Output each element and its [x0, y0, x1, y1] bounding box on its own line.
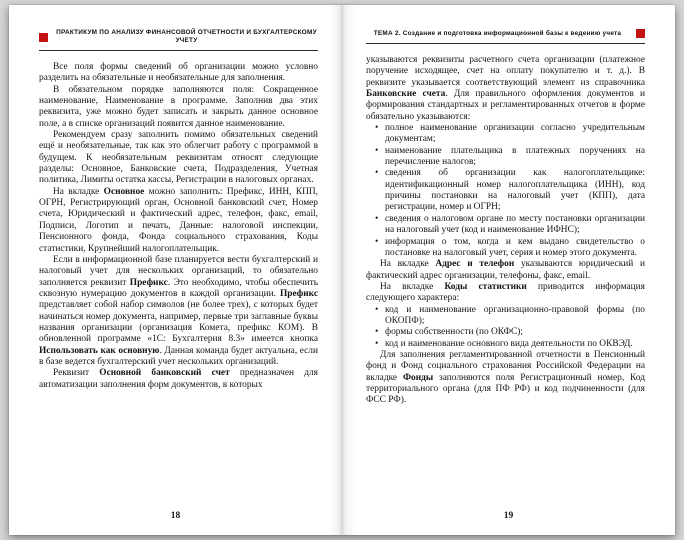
- text-segment: На вкладке: [53, 186, 104, 197]
- text-segment: сведения о налоговом органе по месту постановки организации на налоговый учет (код и наименование ИФНС);: [385, 213, 645, 236]
- bold-term: Использовать как основную: [39, 345, 160, 356]
- bullet-icon: •: [375, 145, 379, 156]
- text-segment: Если в информационной базе планируется вести бухгалтерский и налоговый учет для нескольких организаций, то обязательно заполняется реквизит: [39, 254, 318, 288]
- text-segment: заполняются поля Регистрационный номер, Код территориального органа (для ПФ РФ) и код подчиненности (для ФСС РФ).: [366, 372, 646, 406]
- text-segment: Все поля формы сведений об организации можно условно разделить на обязательные и необязательные для заполнения.: [39, 62, 318, 84]
- running-head-left: ПРАКТИКУМ ПО АНАЛИЗУ ФИНАНСОВОЙ ОТЧЕТНОСТИ И БУХГАЛТЕРСКОМУ УЧЕТУ: [56, 29, 317, 44]
- text-segment: На вкладке: [380, 281, 445, 292]
- paragraph: [39, 255, 318, 368]
- text-segment: сведения об организации как налогоплательщике: идентификационный номер налогоплательщика (ИНН), код причины постановки на налоговый учет (КПП), дата регистрации, номер и ОГРН;: [385, 168, 645, 213]
- text-segment: Реквизит: [53, 368, 100, 379]
- paragraph: [39, 187, 318, 255]
- right-page: [342, 5, 675, 535]
- bullet-item: [366, 214, 645, 237]
- bold-term: Коды статистики: [444, 281, 527, 292]
- paragraph: [39, 62, 318, 85]
- paragraph: [366, 350, 645, 407]
- bold-term: Адрес и телефон: [435, 259, 515, 270]
- bold-term: Основное: [103, 186, 145, 197]
- bullet-item: [366, 237, 645, 260]
- text-segment: В обязательном порядке заполняются поля: Сокращенное наименование, Наименование в программе. Заполнив два этих реквизита, уже можно будет записать и закрыть данное основное поле, а в списке организаций появится данное наименование.: [39, 84, 318, 129]
- text-segment: информация о том, когда и кем выдано свидетельство о постановке на налоговый учет, серия и номер этого документа.: [385, 236, 645, 258]
- bold-term: Основной банковский счет: [99, 368, 230, 379]
- left-page-header: [39, 29, 318, 51]
- paragraph: [39, 130, 318, 187]
- right-page-body: [366, 55, 645, 407]
- left-page: [9, 5, 342, 535]
- text-segment: можно заполнить: Префикс, ИНН, КПП, ОГРН, Регистрирующий орган, Основной банковский счет, Номер счета, Юридический и фактический адрес, телефон, факс, email, Подписи, Логотип и печать, Данные: налоговой инспекции, Пенсионного фонда, Фонда социального страхования, Коды статистики, Крупнейший налогоплательщик.: [39, 186, 318, 254]
- left-page-body: [39, 62, 318, 391]
- page-number-left: 18: [170, 511, 181, 521]
- book-spread: [9, 5, 675, 535]
- paragraph: [39, 85, 318, 130]
- bullet-item: [366, 339, 645, 350]
- text-segment: представляет собой набор символов (не более трех), с которых будет начинаться номер документа, например, первые три заглавные буквы названия организации (организация Комета, префикс КОМ). В обновленной программе «1С: Бухгалтерия 8.3» имеется кнопка: [39, 300, 318, 345]
- bullet-icon: •: [375, 304, 379, 315]
- right-page-header: [366, 29, 645, 44]
- bullet-icon: •: [375, 213, 379, 224]
- paragraph: [366, 282, 645, 305]
- text-segment: указываются юридический и фактический адрес организации, телефоны, факс, email.: [366, 259, 645, 281]
- bold-term: Префикс: [280, 288, 318, 299]
- text-segment: На вкладке: [380, 259, 436, 270]
- bullet-item: [366, 305, 645, 328]
- text-segment: . Это необходимо, чтобы обеспечить сквозную нумерацию документов в каждой организации.: [39, 277, 318, 299]
- red-square-icon: [39, 33, 48, 42]
- bullet-icon: •: [375, 327, 379, 338]
- bullet-icon: •: [375, 123, 379, 134]
- text-segment: Рекомендуем сразу заполнить помимо обязательных сведений ещё и необязательные, так как это облегчит работу с программой в будущем. К необязательным реквизитам относят следующие разделы: Основное, Банковские счета, Подразделения, Учетная политика, Лимиты остатка кассы, Регистрации в налоговых органах.: [39, 130, 318, 186]
- text-segment: код и наименование основного вида деятельности по ОКВЭД.: [385, 338, 633, 349]
- text-segment: . Для правильного оформления документов и формирования стандартных и регламентированных отчетов в форме обязательно указываются:: [366, 89, 645, 122]
- running-head-right: ТЕМА 2. Создание и подготовка информационной базы к ведению учета: [373, 29, 622, 37]
- text-segment: наименование плательщика в платежных поручениях на перечисление налогов;: [385, 145, 645, 168]
- bullet-item: [366, 146, 645, 169]
- bullet-item: [366, 327, 645, 338]
- bold-term: Фонды: [402, 372, 434, 383]
- paragraph: [366, 55, 645, 123]
- bullet-item: [366, 123, 645, 146]
- page-number-right: 19: [503, 511, 514, 521]
- text-segment: . Данная команда будет актуальна, если в базе ведется бухгалтерский учет нескольких организаций.: [39, 345, 319, 367]
- bold-term: Префикс: [129, 277, 168, 288]
- paragraph: [39, 368, 318, 391]
- bullet-icon: •: [375, 338, 379, 349]
- bold-term: Банковские счета: [366, 89, 446, 100]
- bullet-icon: •: [375, 168, 379, 179]
- text-segment: полное наименование организации согласно учредительным документам;: [385, 123, 645, 145]
- bullet-icon: •: [375, 236, 379, 247]
- text-segment: Для заполнения регламентированной отчетности в Пенсионный фонд и Фонд социального страхования Российской Федерации на вкладке: [366, 349, 645, 383]
- text-segment: предназначен для автоматизации заполнения форм документов, в которых: [39, 368, 318, 390]
- text-segment: формы собственности (по ОКФС);: [385, 327, 524, 338]
- red-square-icon: [636, 29, 645, 38]
- paragraph: [366, 259, 645, 282]
- text-segment: указываются реквизиты расчетного счета организации (платежное поручение исходящее, счет на оплату покупателю и т. д.). В реквизите указывается соответствующий элемент из справочника: [366, 55, 645, 88]
- text-segment: приводится информация следующего характера:: [366, 281, 645, 304]
- text-segment: код и наименование организационно-правовой формы (по ОКОПФ);: [385, 304, 645, 326]
- bullet-item: [366, 168, 645, 213]
